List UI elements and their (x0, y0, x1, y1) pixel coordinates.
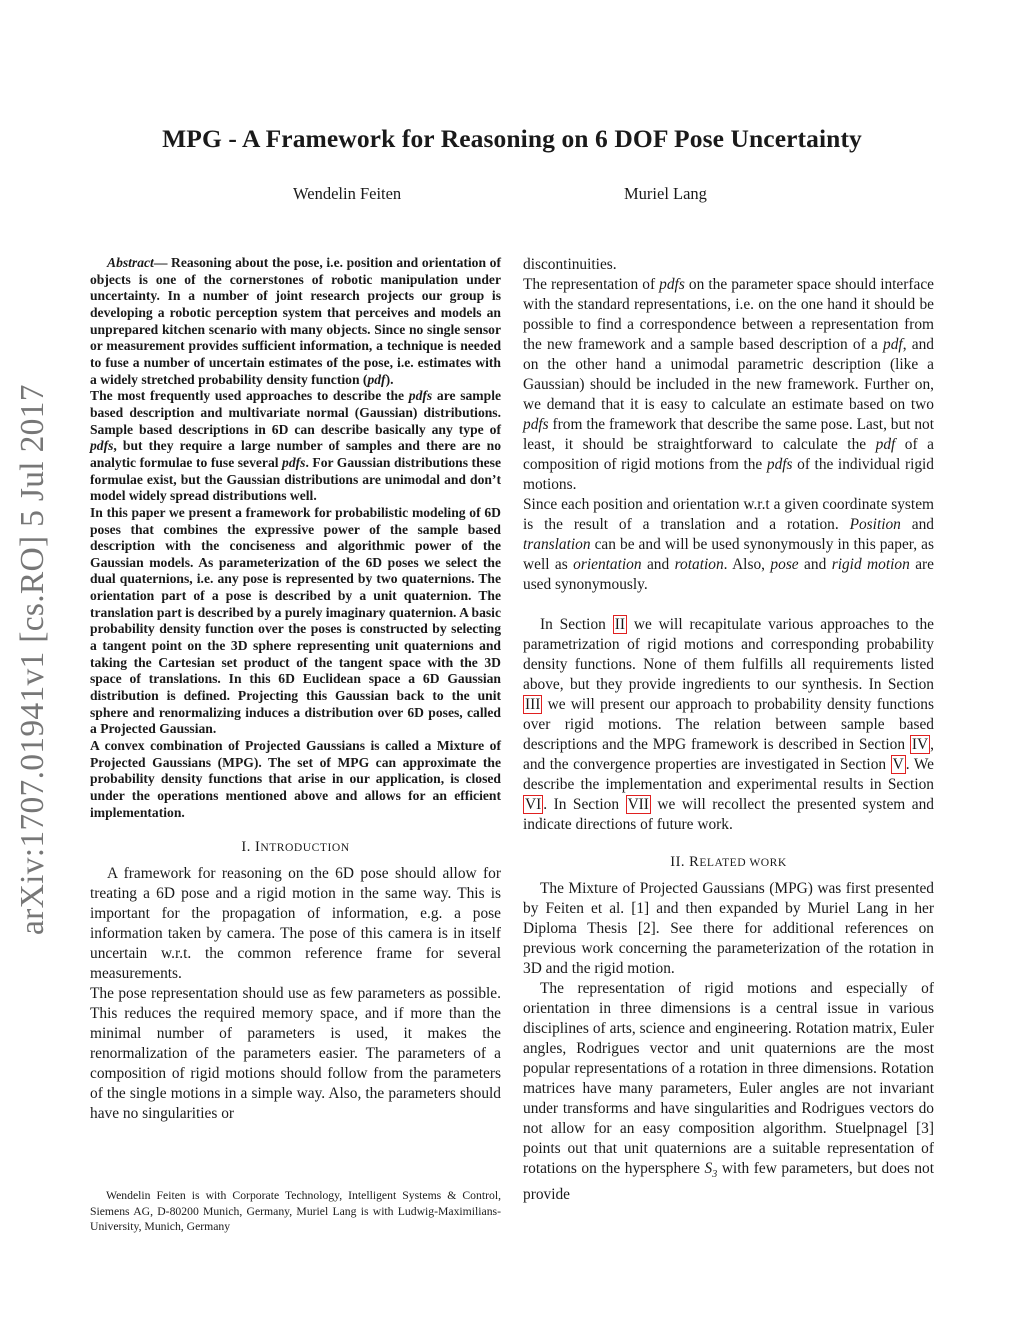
abstract-text: ). (385, 371, 394, 387)
body-paragraph (523, 495, 934, 595)
section-ref-link[interactable]: II (614, 616, 625, 633)
body-text-run: and (641, 556, 675, 573)
math-symbol: pdfs (282, 454, 306, 470)
body-paragraph: The pose representation should use as few parameters as possible. This reduces the required memory space, and if more than the minimal number of parameters is used, it makes the renormalization of the parameters easier. The parameters of a composition of rigid motions should follow from the parameters of the single motions in a simple way. Also, the parameters should have no singularities or (90, 985, 501, 1123)
body-paragraph (523, 615, 934, 835)
body-text-run: from the framework that describe the same pose. Last, but not least, it should be straightforward to calculate the (523, 416, 934, 453)
section-ref-link[interactable]: IV (911, 736, 929, 753)
abstract-dash: — (153, 255, 172, 270)
abstract-text: . For Gaussian distributions these formulae exist, but the Gaussian distributions are unimodal and don’t model widely spread distributions well. (90, 454, 501, 504)
section-heading-introduction (90, 839, 501, 856)
body-text-run: . Also, (723, 556, 771, 573)
section-ref-link[interactable]: VI (525, 796, 542, 813)
heading-smallcaps: ELATED WORK (699, 856, 787, 869)
author-affiliation-footnote: Wendelin Feiten is with Corporate Technology, Intelligent Systems & Control, Siemens AG, D-80200 Munich, Germany, Muriel Lang is with Ludwig-Maximilians-University, Munich, Germany (90, 1189, 501, 1233)
math-symbol: pdfs (659, 276, 685, 293)
body-text-run: Since each position and orientation w.r.t a given coordinate system is the result of a translation and a rotation. (523, 496, 934, 533)
math-symbol (704, 1160, 718, 1181)
emphasis-term: pose (770, 556, 799, 573)
body-text-run: and (798, 556, 832, 573)
body-paragraph: discontinuities. (523, 256, 617, 273)
body-text-run: are used synonymously. (523, 556, 935, 593)
math-symbol: pdf (883, 336, 903, 353)
abstract-text: Reasoning about the pose, i.e. position and orientation of objects is one of the cornerstones of robotic manipulation under uncertainty. In a number of joint research projects our group is developing a robotic perception system that perceives and models an unprepared kitchen scenario with many objects. Since no single sensor or measurement provides sufficient information, a technique is needed to fuse a number of uncertain estimates of the pose, i.e. estimates with a widely stretched probability density function ( (90, 255, 501, 387)
related-work-body (523, 879, 934, 1205)
body-text-run: of the individual rigid motions. (523, 456, 935, 493)
emphasis-term: translation (523, 536, 591, 553)
body-text-run: , and on the other hand a unimodal parametric description (like a Gaussian) should be included in the new framework. Further on, we demand that it is easy to calculate an estimate based on two (523, 336, 934, 413)
paper-title: MPG - A Framework for Reasoning on 6 DOF Pose Uncertainty (162, 124, 862, 153)
author-name: Muriel Lang (624, 184, 707, 203)
math-symbol-subscript: 3 (712, 1169, 718, 1181)
abstract-paragraph (90, 388, 501, 505)
body-text-run: The representation of rigid motions and especially of orientation in three dimensions is a central issue in various disciplines of arts, science and engineering. Rotation matrix, Euler angles, Rodrigues vector and unit quaternions are the most popular representations of a rotation in three dimensions. Rotation matrices have many parameters, Euler angles are not invariant under transforms and have singularities and Rodrigues vectors do not allow for an easy composition algorithm. Stuelpnagel [3] points out that unit quaternions are a suitable representation of rotations on the hypersphere (523, 980, 934, 1177)
right-column (523, 255, 934, 1205)
emphasis-term: rigid motion (831, 556, 910, 573)
abstract-label: Abstract (107, 255, 154, 270)
body-text-run: with few parameters, but does not provide (523, 1160, 934, 1204)
body-text-run: . We describe the implementation and experimental results in Section (523, 756, 934, 793)
body-paragraph: The Mixture of Projected Gaussians (MPG) was first presented by Feiten et al. [1] and then expanded by Muriel Lang in her Diploma Thesis [2]. See there for additional references on previous work concerning the parameterization of the rotation in 3D and the rigid motion. (523, 880, 934, 977)
math-symbol-base: S (704, 1160, 713, 1177)
left-column (90, 255, 501, 1124)
section-ref-link[interactable]: V (892, 756, 904, 773)
abstract-paragraph: A convex combination of Projected Gaussians is called a Mixture of Projected Gaussians (MPG). The set of MPG can approximate the probability density functions that arise in our application, is closed under the operations mentioned above and allows for an efficient implementation. (90, 738, 501, 820)
arxiv-identifier-stamp: arXiv:1707.01941v1 [cs.RO] 5 Jul 2017 (14, 384, 51, 935)
math-symbol: pdf (367, 371, 386, 387)
emphasis-term: rotation (674, 556, 724, 573)
section-number: II. (670, 854, 690, 870)
math-symbol: pdfs (523, 416, 549, 433)
body-text-run: . In Section (543, 796, 626, 813)
math-symbol: pdfs (408, 388, 433, 404)
body-text-run: and (900, 516, 934, 533)
section-ref-link[interactable]: III (525, 696, 541, 713)
body-text-run: can be and will be used synonymously in this paper, as well as (523, 536, 934, 573)
math-symbol: pdfs (766, 456, 793, 473)
body-text-run: , and the convergence properties are investigated in Section (523, 736, 934, 773)
math-symbol: pdf (875, 436, 896, 453)
body-paragraph: A framework for reasoning on the 6D pose should allow for treating a 6D pose and a rigid motion in the same way. This is important for the propagation of information, e.g. a pose information taken by camera. The pose of this camera is in itself uncertain w.r.t. the common reference frame for several measurements. (90, 865, 501, 983)
section-ref-link[interactable]: VII (627, 796, 649, 813)
abstract-text: are sample based description and multivariate normal (Gaussian) distributions. Sample based descriptions in 6D can describe basically any type of (90, 388, 501, 437)
introduction-body (90, 864, 501, 1124)
body-text-run: we will recapitulate various approaches to the parametrization of rigid motions and corresponding probability density functions. None of them fulfills all requirements listed above, but they provide ingredients to our synthesis. In Section (523, 616, 934, 693)
body-text-run: on the parameter space should interface with the standard representations, i.e. on the one hand it should be possible to find a correspondence between a representation from the new framework and a sample based description of a (523, 276, 935, 353)
heading-initial: I (255, 839, 261, 856)
math-symbol: pdfs (90, 438, 114, 454)
abstract-text: , but they require a large number of samples and there are no analytic formulae to fuse several (90, 438, 501, 470)
right-body (523, 255, 934, 835)
body-paragraph (523, 275, 934, 495)
heading-smallcaps: NTRODUCTION (260, 841, 350, 855)
body-text-run: The representation of (523, 276, 660, 293)
abstract-paragraph: In this paper we present a framework for probabilistic modeling of 6D poses that combines the expressive power of the sample based description with the conciseness and algorithmic power of the Gaussian models. As parameterization of the 6D poses we select the dual quaternions, i.e. any pose is represented by two quaternions. The orientation part of a pose is described by a unit quaternion. The translation part is described by a purely imaginary quaternion. A basic probability density function over the poses is constructed by selecting a tangent point on the 3D sphere representing unit quaternions and taking the Cartesian set product of the tangent space with the 3D space of translations. In this 6D Euclidean space a 6D Gaussian distribution is defined. Projecting this Gaussian back to the unit sphere and renormalizing induces a distribution over 6D poses, called a Projected Gaussian. (90, 504, 501, 737)
heading-initial: R (689, 854, 700, 870)
author-name: Wendelin Feiten (293, 184, 402, 203)
section-number: I. (241, 839, 255, 856)
emphasis-term: Position (849, 516, 901, 533)
abstract-paragraph (90, 255, 501, 388)
body-paragraph (523, 979, 934, 1205)
abstract-text: The most frequently used approaches to describe the (90, 388, 409, 404)
abstract (90, 255, 501, 821)
emphasis-term: orientation (573, 556, 642, 573)
body-text-run: In Section (540, 616, 613, 633)
section-heading-related-work (523, 854, 934, 871)
body-text-run: of a composition of rigid motions from the (523, 436, 934, 473)
body-text-run: we will recollect the presented system and indicate directions of future work. (523, 796, 934, 833)
body-text-run: we will present our approach to probability density functions over rigid motions. The relation between sample based descriptions and the MPG framework is described in Section (523, 696, 934, 753)
